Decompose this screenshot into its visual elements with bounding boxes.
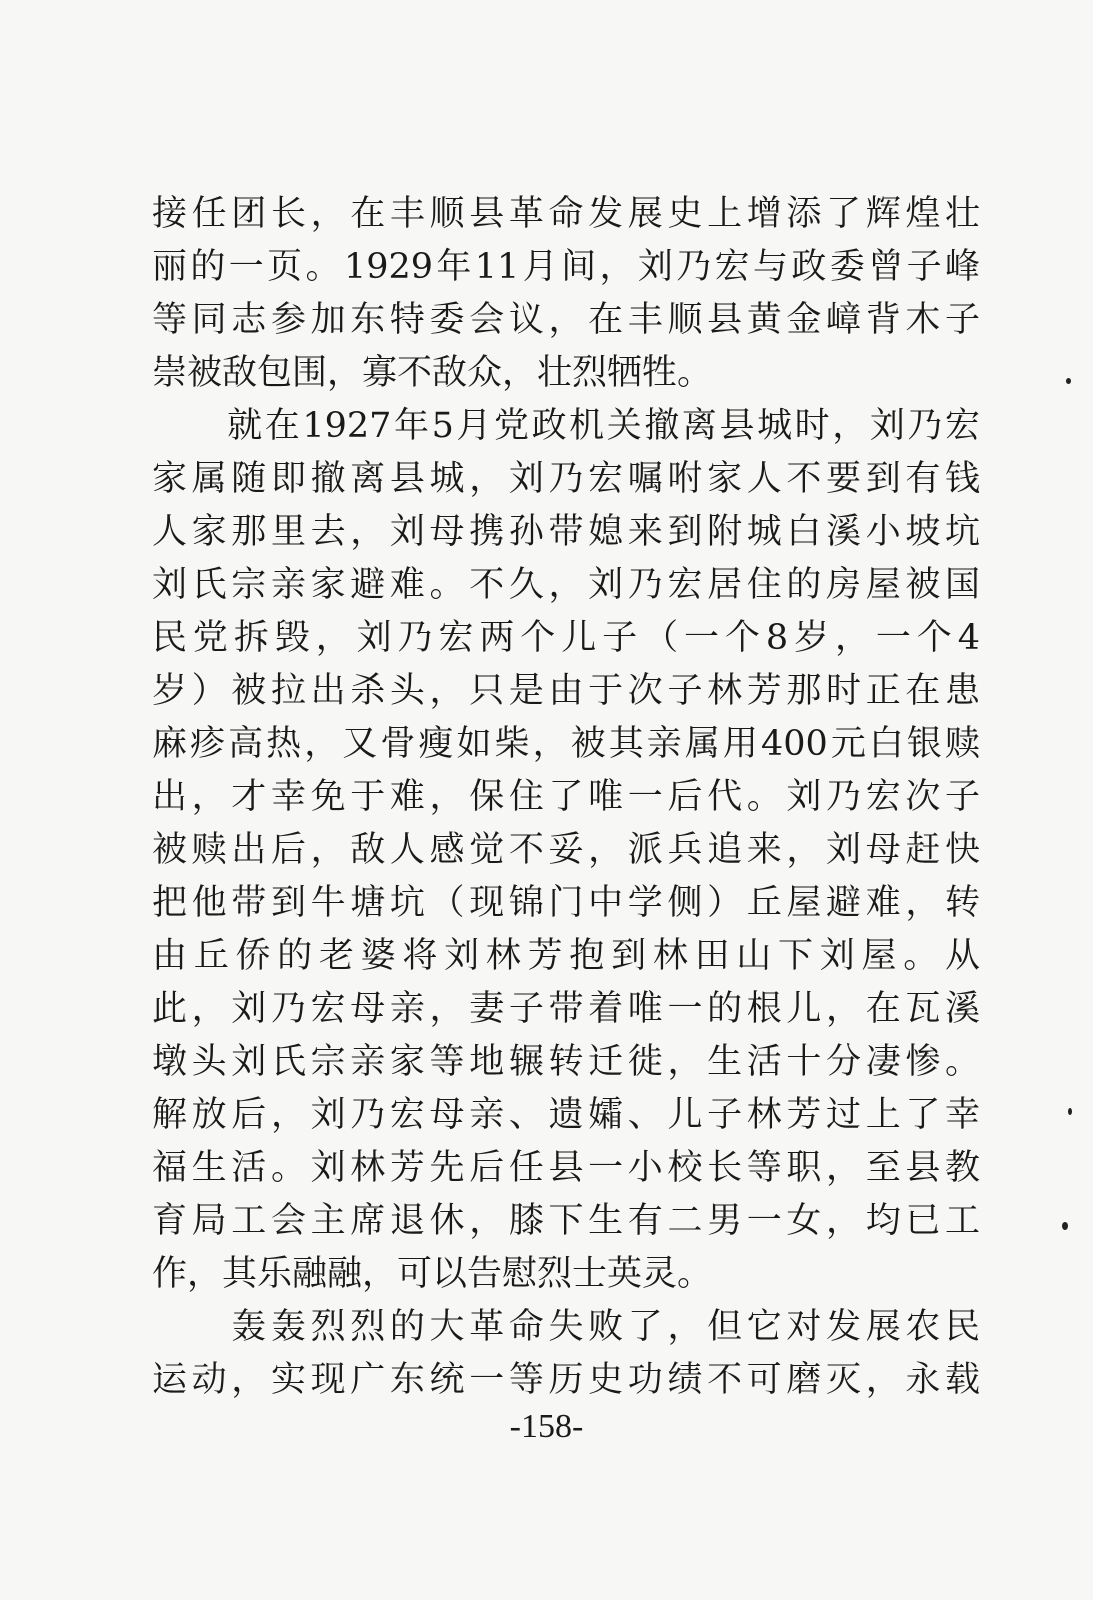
text-line: 解放后，刘乃宏母亲、遗孀、儿子林芳过上了幸 bbox=[152, 1095, 980, 1135]
text-line: 育局工会主席退休，膝下生有二男一女，均已工 bbox=[152, 1201, 980, 1241]
text-line: 墩头刘氏宗亲家等地辗转迁徙，生活十分凄惨。 bbox=[152, 1042, 980, 1082]
page-number: -158- bbox=[509, 1408, 584, 1445]
text-line: 把他带到牛塘坑（现锦门中学侧）丘屋避难，转 bbox=[152, 883, 980, 923]
text-line: 麻疹高热，又骨瘦如柴，被其亲属用400元白银赎 bbox=[152, 724, 980, 764]
text-line: 家属随即撤离县城，刘乃宏嘱咐家人不要到有钱 bbox=[152, 459, 980, 499]
text-line: 被赎出后，敌人感觉不妥，派兵追来，刘母赶快 bbox=[152, 830, 980, 870]
text-line: 作，其乐融融，可以告慰烈士英灵。 bbox=[152, 1254, 713, 1294]
text-line: 由丘侨的老婆将刘林芳抱到林田山下刘屋。从 bbox=[152, 936, 980, 976]
text-line: 运动，实现广东统一等历史功绩不可磨灭，永载 bbox=[152, 1360, 980, 1400]
text-line: 就在1927年5月党政机关撤离县城时，刘乃宏 bbox=[152, 406, 980, 446]
text-line: 人家那里去，刘母携孙带媳来到附城白溪小坡坑 bbox=[152, 512, 980, 552]
text-line: 出，才幸免于难，保住了唯一后代。刘乃宏次子 bbox=[152, 777, 980, 817]
scan-speck bbox=[1068, 1108, 1072, 1115]
scan-speck bbox=[1062, 1222, 1068, 1230]
text-line: 接任团长，在丰顺县革命发展史上增添了辉煌壮 bbox=[152, 194, 980, 234]
text-line: 崇被敌包围，寡不敌众，壮烈牺牲。 bbox=[152, 353, 713, 393]
text-line: 轰轰烈烈的大革命失败了，但它对发展农民 bbox=[152, 1307, 980, 1347]
body-text bbox=[152, 188, 980, 1407]
text-line: 福生活。刘林芳先后任县一小校长等职，至县教 bbox=[152, 1148, 980, 1188]
text-line: 等同志参加东特委会议，在丰顺县黄金嶂背木子 bbox=[152, 300, 980, 340]
text-line: 此，刘乃宏母亲，妻子带着唯一的根儿，在瓦溪 bbox=[152, 989, 980, 1029]
text-line: 丽的一页。1929年11月间，刘乃宏与政委曾子峰 bbox=[152, 247, 980, 287]
text-line: 刘氏宗亲家避难。不久，刘乃宏居住的房屋被国 bbox=[152, 565, 980, 605]
text-line: 岁）被拉出杀头，只是由于次子林芳那时正在患 bbox=[152, 671, 980, 711]
scan-speck bbox=[1066, 378, 1071, 384]
text-line: 民党拆毁，刘乃宏两个儿子（一个8岁，一个4 bbox=[152, 618, 980, 658]
